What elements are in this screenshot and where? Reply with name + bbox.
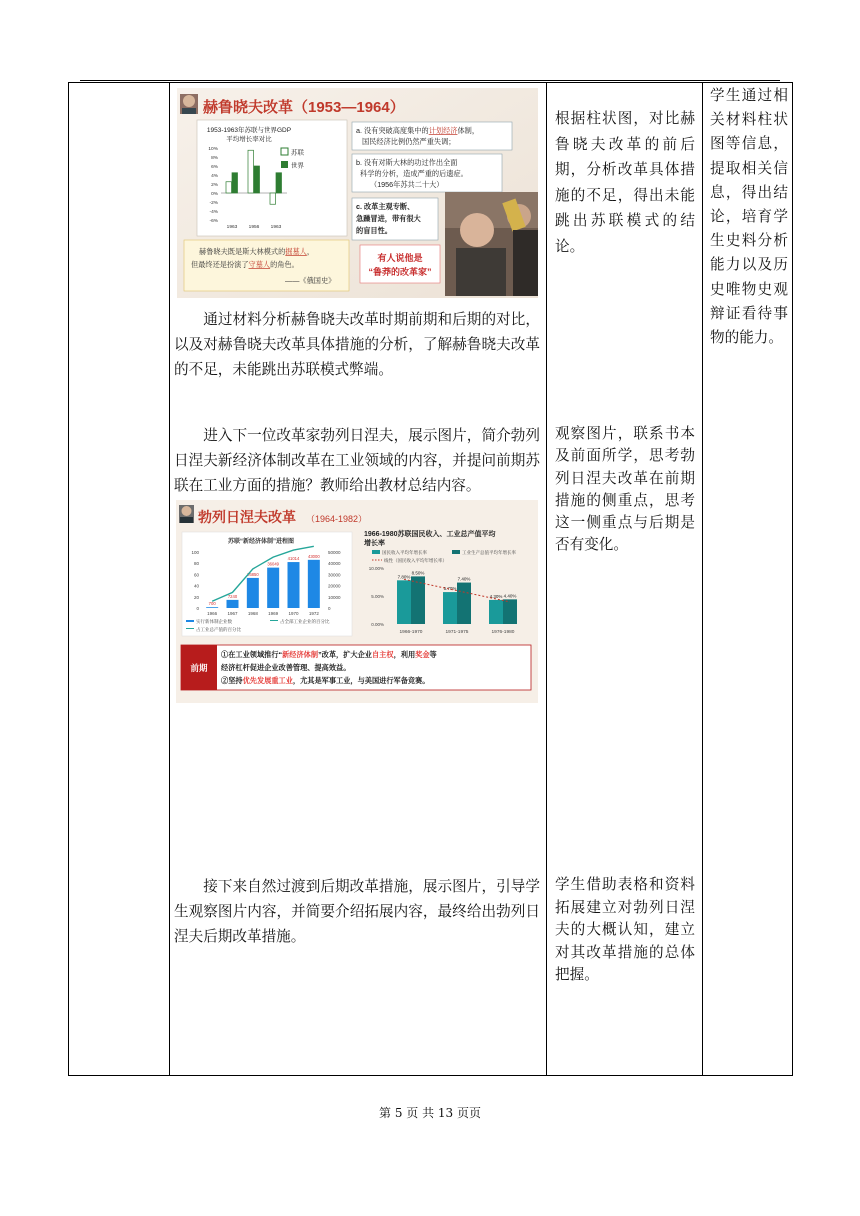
right-chart-title-2: 增长率 (364, 540, 385, 547)
bar-soviet (226, 182, 232, 193)
new-economic-system-chart (182, 532, 352, 636)
legend-soviet: 苏联 (291, 149, 304, 157)
data-label: 4.40% (503, 593, 517, 599)
x-tick-label: 1966-1970 (399, 630, 423, 635)
brezhnev-slide (176, 500, 538, 703)
y-tick-label: 10000 (328, 594, 341, 600)
row2-teacher-text: 进入下一位改革家勃列日涅夫，展示图片，简介勃列日涅夫新经济体制改革在工业领域的内容，并提问前期苏联在工业方面的措施？教师给出教材总结内容。 (174, 427, 540, 494)
data-label: 26850 (247, 571, 259, 577)
khrushchev-slide-graphic (177, 88, 538, 298)
x-tick-label: 1963 (226, 225, 238, 230)
data-label: 5.70% (443, 586, 457, 592)
data-label: 700 (208, 601, 216, 607)
x-tick-label: 1968 (247, 611, 258, 616)
bar (288, 562, 300, 608)
bar-world (254, 166, 260, 193)
y-tick-label: 10% (208, 147, 218, 152)
svg-text:国民经济比例仍然严重失调；: 国民经济比例仍然严重失调； (362, 137, 456, 146)
data-label: 43000 (308, 553, 320, 559)
brezhnev-slide-graphic (176, 500, 538, 703)
row1-teacher-text: 通过材料分析赫鲁晓夫改革时期前期和后期的对比，以及对赫鲁晓夫改革具体措施的分析，了解赫鲁晓夫改革的不足，未能跳出苏联模式弊端。 (174, 311, 540, 378)
x-tick-label: 1970 (288, 611, 299, 616)
svg-text:的盲目性。: 的盲目性。 (356, 226, 392, 235)
y-tick-label: 50000 (328, 550, 341, 555)
x-tick-label: 1971-1975 (445, 630, 469, 635)
brezhnev-portrait (179, 505, 194, 523)
y-tick-label: 20000 (328, 583, 341, 589)
svg-text:（1956年苏共二十大）: （1956年苏共二十大） (370, 180, 444, 189)
quote-box (184, 240, 349, 291)
y-tick-label: 2% (211, 183, 218, 188)
bar-world (232, 173, 238, 193)
bar (206, 607, 218, 608)
data-label: 7240 (227, 593, 238, 599)
y-tick-label: 6% (211, 165, 218, 170)
svg-text:经济杠杆促进企业改善管理、提高效益。: 经济杠杆促进企业改善管理、提高效益。 (221, 663, 351, 672)
page-header-rule (80, 80, 780, 81)
chart-title-line2: 平均增长率对比 (226, 136, 272, 143)
bar (308, 560, 320, 608)
left-chart-title: 苏联“新经济体制”进程图 (227, 539, 295, 545)
right-chart-title-1: 1966-1980苏联国民收入、工业总产值平均 (364, 531, 496, 538)
reform-point-c (352, 198, 438, 240)
y-tick-label: 100 (191, 550, 199, 555)
y-tick-label: 8% (211, 156, 218, 161)
svg-text:赫鲁晓夫既是斯大林模式的掘墓人，: 赫鲁晓夫既是斯大林模式的掘墓人， (199, 247, 315, 256)
reform-point-a (352, 122, 512, 150)
gdp-chart (197, 120, 347, 236)
row2-student-text: 观察图片，联系书本及前面所学，思考勃列日涅夫改革在前期措施的侧重点，思考这一侧重点与后期是否有变化。 (555, 425, 695, 554)
x-tick-label: 1956 (248, 225, 260, 230)
bar-industry (457, 583, 471, 624)
bar-world (276, 173, 282, 193)
svg-text:急躁冒进，带有很大: 急躁冒进，带有很大 (356, 214, 421, 223)
svg-text:实行新体制企业数: 实行新体制企业数 (196, 619, 232, 624)
y-tick-label: 0% (211, 192, 218, 197)
page-footer: 第 5 页 共 13 页页 (379, 1106, 481, 1120)
row1-student-text: 根据柱状图，对比赫鲁晓夫改革的前后期，分析改革具体措施的不足，得出未能跳出苏联模式的结论。 (555, 110, 695, 255)
row3-teacher-text: 接下来自然过渡到后期改革措施，展示图片，引导学生观察图片内容，并简要介绍拓展内容，最终给出勃列日涅夫后期改革措施。 (174, 878, 540, 945)
slide-title: 勃列日涅夫改革 (198, 509, 296, 525)
legend-world: 世界 (291, 162, 304, 170)
data-label: 8.50% (411, 570, 425, 576)
y-tick-label: 0.00% (371, 622, 384, 627)
y-tick-label: 5.00% (371, 594, 384, 599)
right-chart-x-ticks (400, 629, 515, 635)
x-tick-label: 1963 (270, 225, 282, 230)
column-divider (702, 83, 703, 1075)
x-tick-label: 1969 (268, 611, 279, 616)
early-period-box (181, 645, 531, 690)
svg-text:科学的分析，造成严重的后遗症。: 科学的分析，造成严重的后遗症。 (360, 169, 468, 178)
x-tick-label: 1966 (207, 611, 218, 616)
data-label: 7.40% (457, 576, 471, 582)
y-tick-label: 60 (193, 572, 199, 578)
x-tick-label: 1972 (308, 611, 319, 616)
y-tick-label: 0 (328, 606, 331, 611)
y-tick-label: 10.00% (368, 566, 384, 571)
y-tick-label: 30000 (328, 572, 341, 578)
svg-text:有人说他是: 有人说他是 (377, 253, 423, 263)
data-label: 4.30% (489, 593, 503, 599)
x-tick-label: 1976-1980 (491, 630, 515, 635)
svg-text:a. 没有突破高度集中的计划经济体制，: a. 没有突破高度集中的计划经济体制， (356, 126, 480, 135)
svg-text:b. 没有对斯大林的功过作出全面: b. 没有对斯大林的功过作出全面 (356, 158, 458, 167)
svg-text:国民收入平均年增长率: 国民收入平均年增长率 (382, 550, 427, 555)
y-tick-label: 4% (211, 174, 218, 179)
svg-text:①在工业领域推行“新经济体制”改革，扩大企业自主权，利用奖金: ①在工业领域推行“新经济体制”改革，扩大企业自主权，利用奖金等 (221, 650, 437, 659)
bar-income (443, 592, 457, 624)
svg-text:但最终还是扮演了守墓人的角色。: 但最终还是扮演了守墓人的角色。 (191, 260, 299, 269)
y-tick-label: -6% (209, 219, 218, 224)
bar (247, 578, 259, 608)
svg-text:c. 改革主观专断、: c. 改革主观专断、 (356, 202, 415, 211)
y-tick-label: 40 (193, 583, 199, 589)
data-label: 36049 (267, 561, 279, 567)
row3-student-text: 学生借助表格和资料拓展建立对勃列日涅夫的大概认知，建立对其改革措施的总体把握。 (555, 876, 695, 984)
bar (227, 600, 239, 608)
svg-text:“鲁莽的改革家”: “鲁莽的改革家” (368, 267, 432, 277)
slide-title-years: （1964-1982） (306, 514, 368, 524)
column-divider (546, 83, 547, 1075)
row1-goal-text: 学生通过相关材料柱状图等信息，提取相关信息，得出结论，培育学生史料分析能力以及历史唯物史观辩证看待事物的能力。 (710, 87, 788, 347)
svg-text:——《俄国史》: ——《俄国史》 (285, 276, 336, 285)
y-tick-label: 40000 (328, 561, 341, 567)
bar-soviet (248, 150, 254, 193)
reform-point-b (352, 154, 502, 192)
early-period-tag: 前期 (190, 663, 208, 673)
svg-text:占工业总产值的百分比: 占工业总产值的百分比 (196, 627, 241, 632)
bar-income (489, 600, 503, 624)
khrushchev-photo (445, 192, 538, 296)
y-tick-label: -4% (209, 210, 218, 215)
bar-industry (411, 576, 425, 624)
x-tick-label: 1967 (227, 611, 238, 616)
svg-text:工业生产总值平均年增长率: 工业生产总值平均年增长率 (462, 550, 516, 555)
chart-title-line1: 1953-1963年苏联与世界GDP (206, 127, 292, 134)
y-tick-label: 80 (193, 561, 199, 567)
khrushchev-portrait (180, 94, 198, 114)
svg-text:线性（国民收入平均年增长率）: 线性（国民收入平均年增长率） (384, 558, 447, 563)
khrushchev-slide (177, 88, 538, 298)
column-divider (169, 83, 170, 1075)
callout-box (360, 245, 440, 283)
bar-income (397, 580, 411, 624)
y-tick-label: -2% (209, 201, 218, 206)
svg-text:占全部工业企业的百分比: 占全部工业企业的百分比 (280, 619, 330, 624)
data-label: 7.80% (397, 574, 411, 580)
bar-industry (503, 599, 517, 624)
data-label: 41014 (287, 556, 300, 562)
x-axis-ticks (227, 224, 282, 230)
y-tick-label: 20 (193, 594, 199, 600)
y-tick-label: 0 (196, 606, 199, 611)
slide-title: 赫鲁晓夫改革（1953—1964） (203, 99, 405, 116)
bar (267, 568, 279, 608)
bar-soviet (270, 193, 276, 204)
svg-text:②坚持优先发展重工业，尤其是军事工业，与美国进行军备竞赛。: ②坚持优先发展重工业，尤其是军事工业，与美国进行军备竞赛。 (221, 676, 430, 685)
